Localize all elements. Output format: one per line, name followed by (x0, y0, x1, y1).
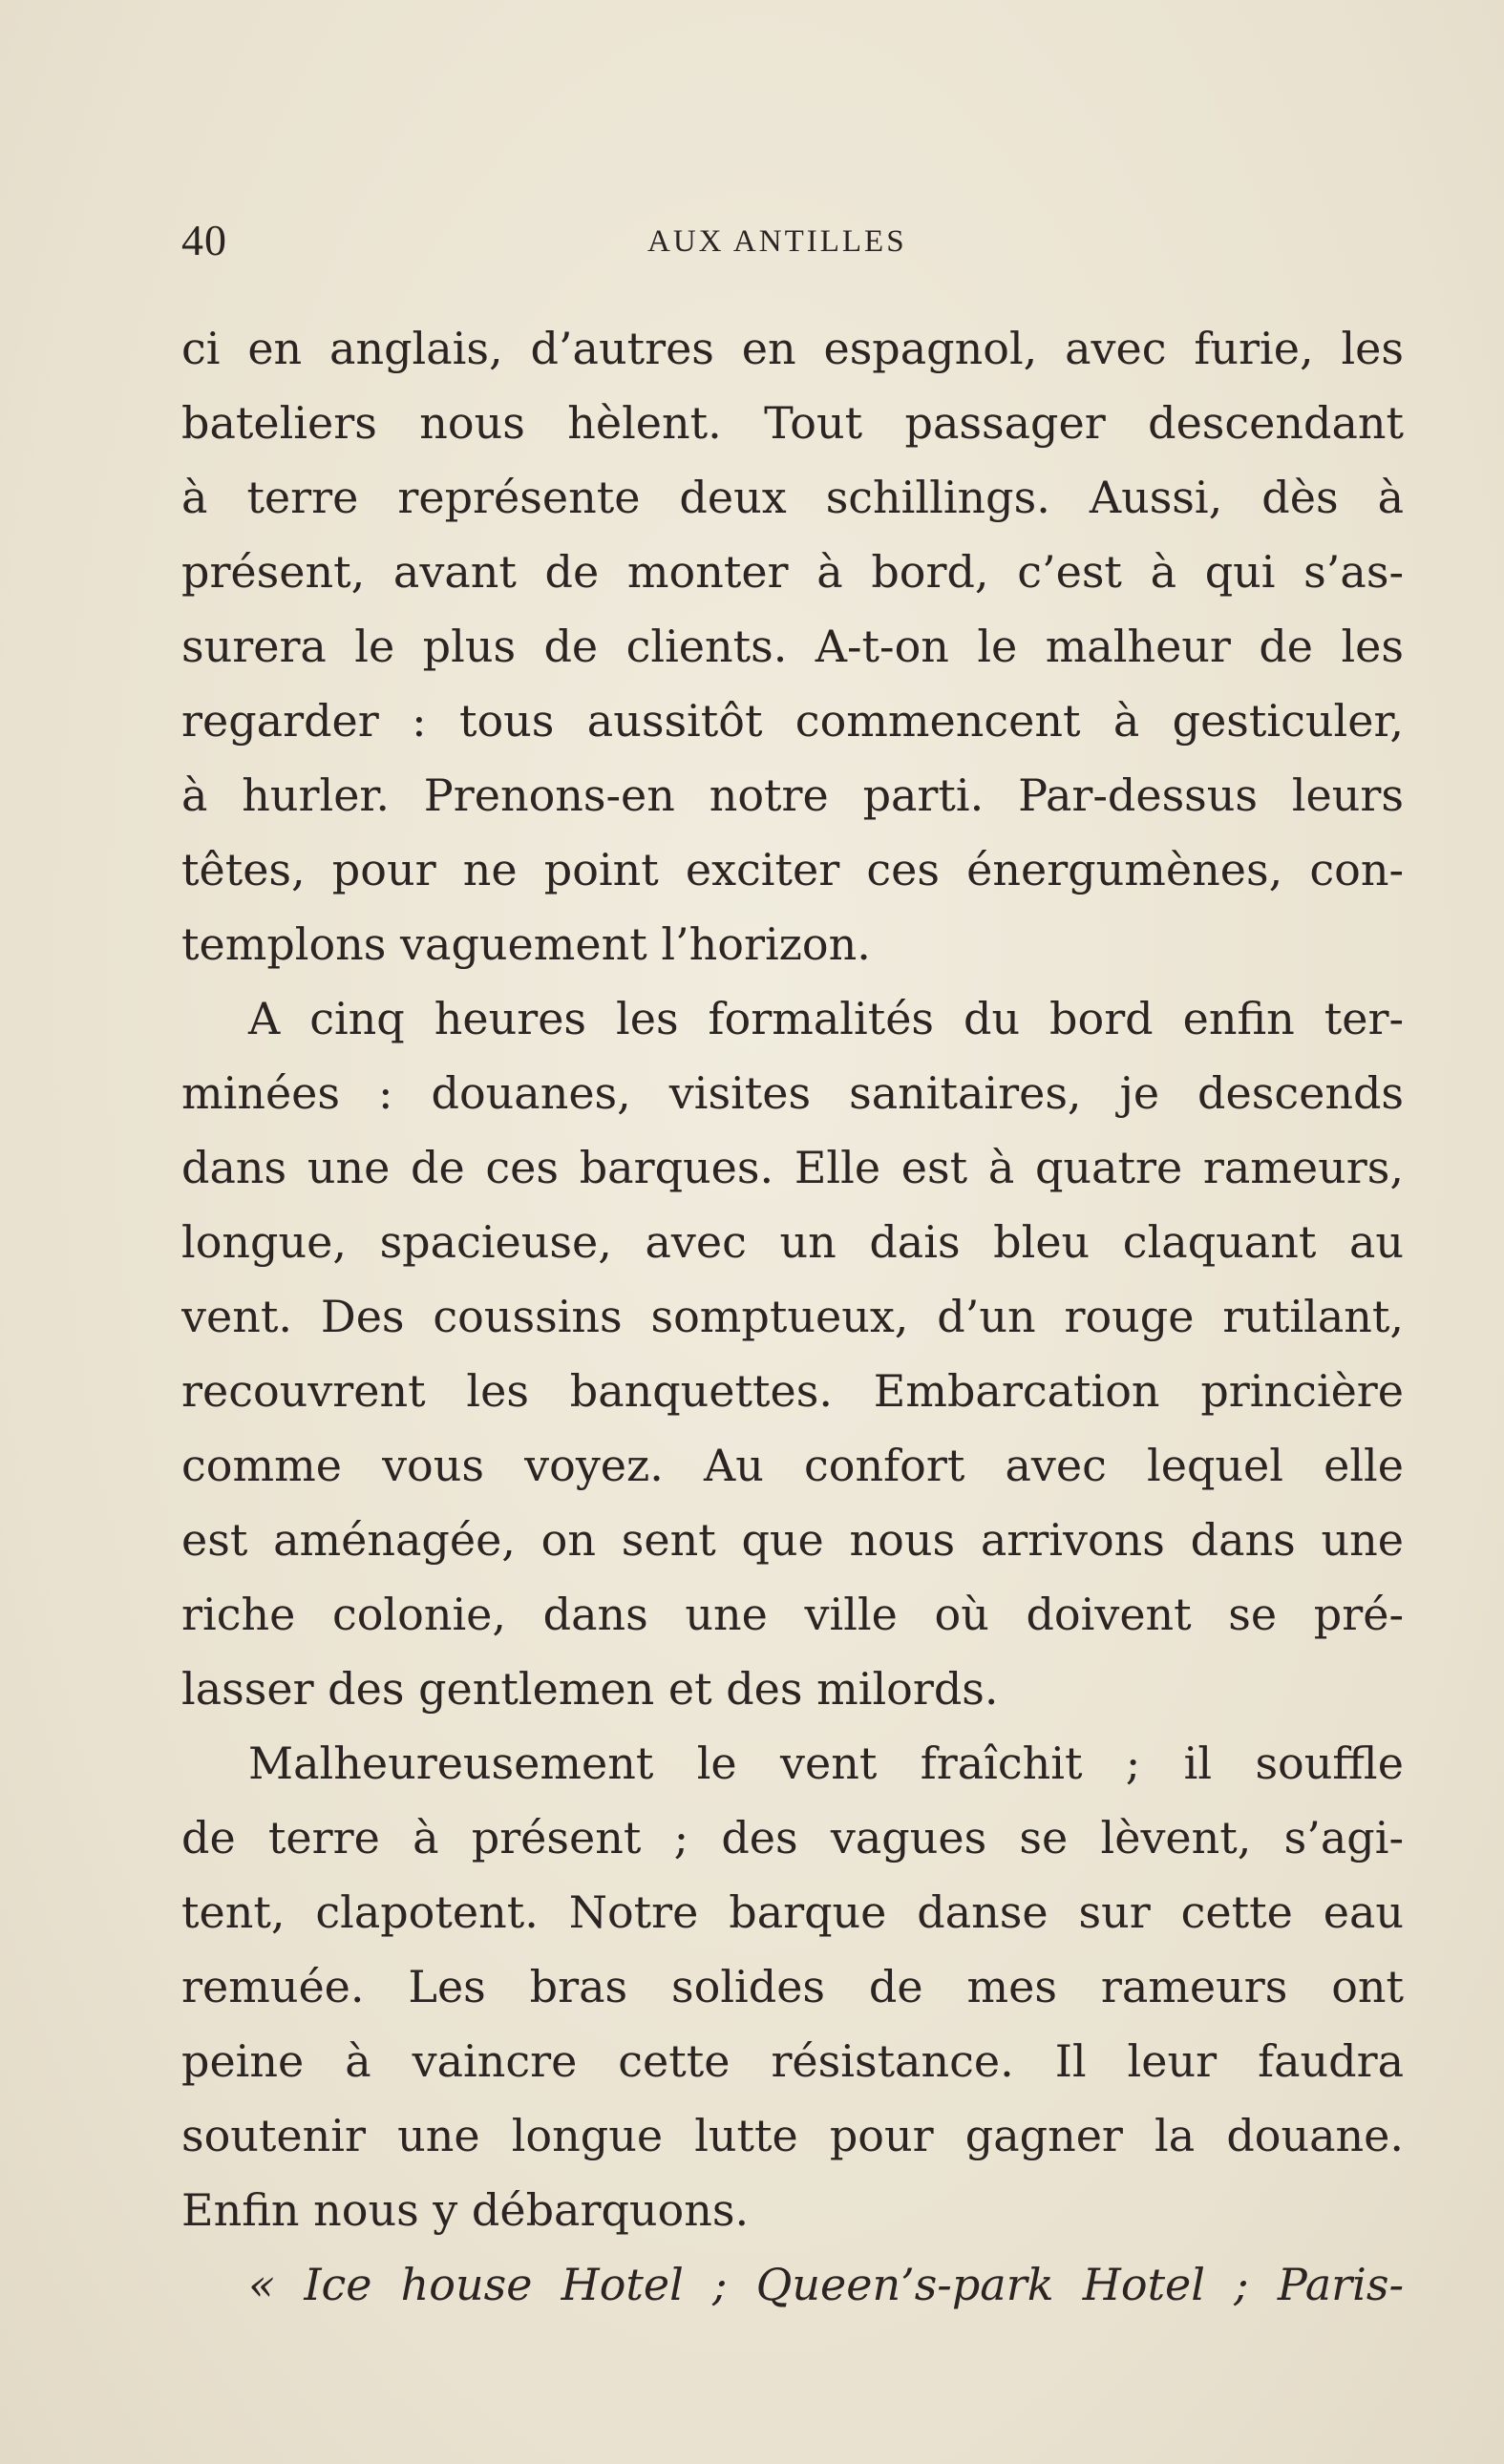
text-line: vent. Des coussins somptueux, d’un rouge rutilant, (181, 1291, 1404, 1342)
text-line: têtes, pour ne point exciter ces énergumènes, con- (181, 844, 1404, 895)
text-line: présent, avant de monter à bord, c’est à qui s’as- (181, 546, 1404, 598)
text-line: bateliers nous hèlent. Tout passager descendant (181, 397, 1404, 449)
text-line: surera le plus de clients. A-t-on le malheur de les (181, 621, 1404, 672)
text-line: templons vaguement l’horizon. (181, 918, 871, 970)
text-line: recouvrent les banquettes. Embarcation princière (181, 1365, 1404, 1417)
text-line: de terre à présent ; des vagues se lèvent, s’agi- (181, 1812, 1404, 1864)
text-line: soutenir une longue lutte pour gagner la douane. (181, 2110, 1404, 2161)
text-line: comme vous voyez. Au confort avec lequel elle (181, 1440, 1404, 1491)
text-line: longue, spacieuse, avec un dais bleu claquant au (181, 1216, 1404, 1268)
text-line: dans une de ces barques. Elle est à quatre rameurs, (181, 1142, 1404, 1193)
text-line: regarder : tous aussitôt commencent à gesticuler, (181, 695, 1404, 747)
page-number: 40 (181, 216, 227, 264)
text-line: est aménagée, on sent que nous arrivons dans une (181, 1514, 1404, 1566)
text-line: lasser des gentlemen et des milords. (181, 1663, 999, 1715)
text-line: remuée. Les bras solides de mes rameurs ont (181, 1961, 1404, 2012)
text-line: Malheureusement le vent fraîchit ; il souffle (248, 1737, 1404, 1789)
text-line: peine à vaincre cette résistance. Il leur faudra (181, 2035, 1404, 2087)
text-line: Enfin nous y débarquons. (181, 2184, 750, 2236)
text-line: « Ice house Hotel ; Queen’s-park Hotel ; Paris- (248, 2259, 1404, 2310)
page-header (181, 212, 1404, 269)
text-line: tent, clapotent. Notre barque danse sur cette eau (181, 1886, 1404, 1938)
text-line: minées : douanes, visites sanitaires, je descends (181, 1067, 1404, 1119)
text-line: à hurler. Prenons-en notre parti. Par-dessus leurs (181, 769, 1404, 821)
text-line: à terre représente deux schillings. Aussi, dès à (181, 472, 1404, 523)
text-line: ci en anglais, d’autres en espagnol, avec furie, les (181, 323, 1404, 374)
text-line: A cinq heures les formalités du bord enfin ter- (248, 993, 1404, 1044)
running-title: AUX ANTILLES (647, 224, 907, 259)
body-text (181, 311, 1404, 2322)
text-line: riche colonie, dans une ville où doivent se pré- (181, 1589, 1404, 1640)
